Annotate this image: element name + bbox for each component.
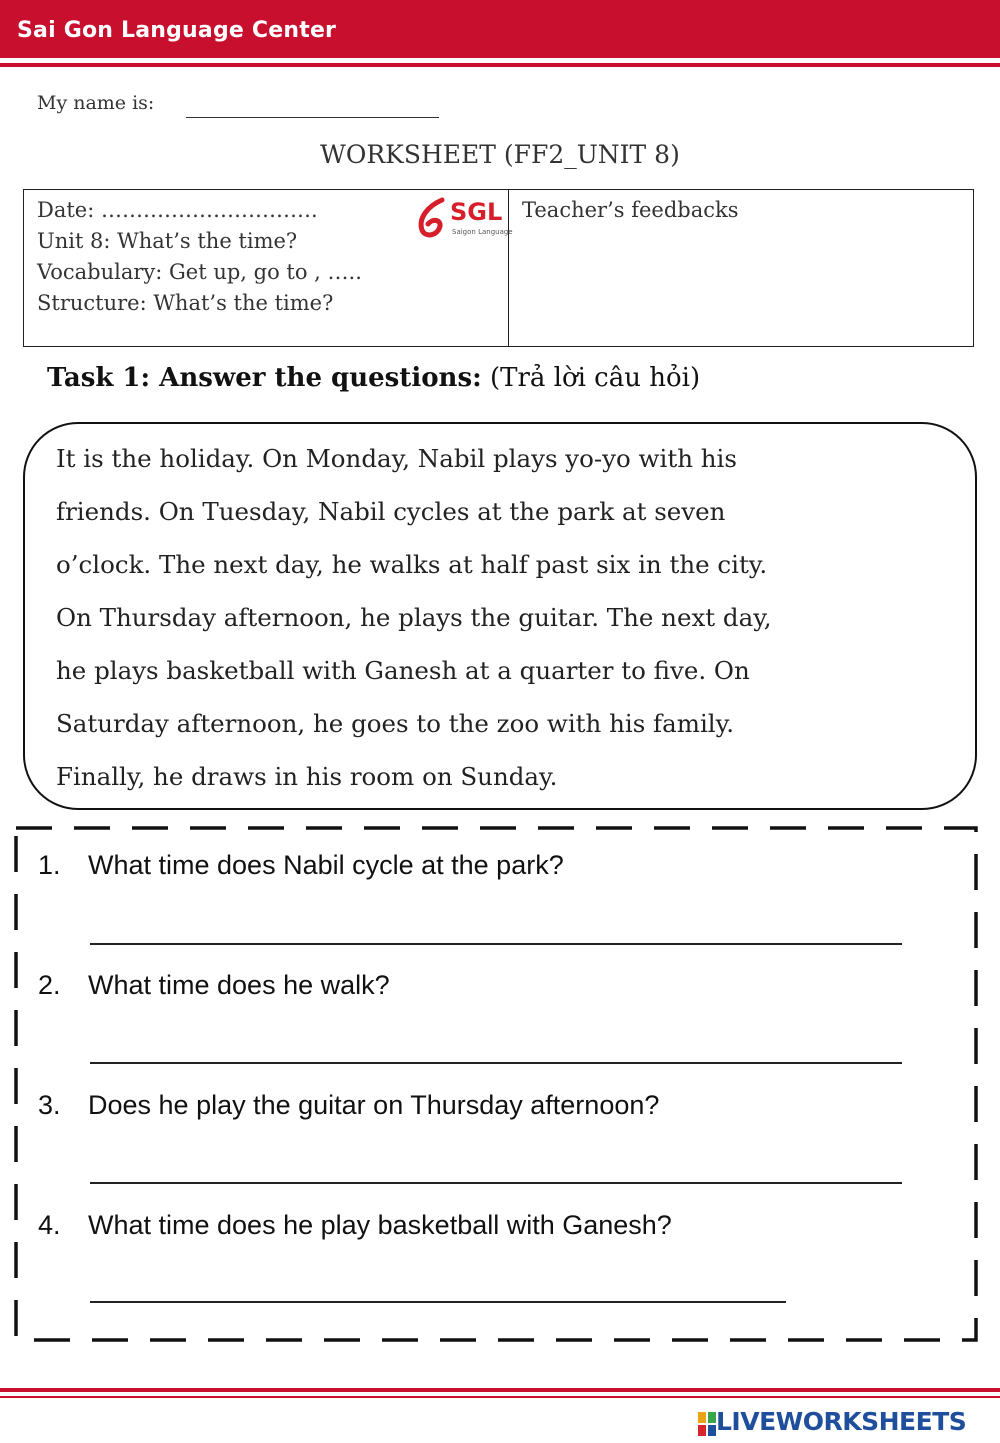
passage-line: o’clock. The next day, he walks at half past six in the city. bbox=[56, 550, 768, 579]
liveworksheets-logo bbox=[698, 1406, 998, 1440]
question-2 bbox=[38, 970, 390, 1001]
answer-line-3[interactable] bbox=[90, 1182, 902, 1184]
unit-line: Unit 8: What’s the time? bbox=[37, 229, 298, 253]
worksheet-title: WORKSHEET (FF2_UNIT 8) bbox=[320, 140, 680, 169]
passage-line: friends. On Tuesday, Nabil cycles at the park at seven bbox=[56, 497, 726, 526]
header-rule bbox=[0, 63, 1000, 67]
question-number: 2. bbox=[38, 970, 61, 1000]
vocabulary-line: Vocabulary: Get up, go to , ….. bbox=[37, 260, 362, 284]
structure-line: Structure: What’s the time? bbox=[37, 291, 334, 315]
answer-line-1[interactable] bbox=[90, 943, 902, 945]
question-text: Does he play the guitar on Thursday afternoon? bbox=[88, 1090, 660, 1120]
answer-line-2[interactable] bbox=[90, 1062, 902, 1064]
date-line: Date: …………………………. bbox=[37, 198, 318, 222]
question-4 bbox=[38, 1210, 672, 1241]
task-title-note: (Trả lời câu hỏi) bbox=[481, 363, 701, 393]
question-number: 1. bbox=[38, 850, 61, 880]
task-title-bold: Task 1: Answer the questions: bbox=[47, 363, 482, 393]
info-left-cell bbox=[24, 190, 513, 346]
question-number: 4. bbox=[38, 1210, 61, 1240]
question-text: What time does Nabil cycle at the park? bbox=[88, 850, 564, 880]
answer-line-4[interactable] bbox=[90, 1301, 786, 1303]
question-text: What time does he play basketball with Ganesh? bbox=[88, 1210, 672, 1240]
question-1 bbox=[38, 850, 564, 881]
logo-subtext: Saigon Language bbox=[452, 228, 513, 236]
sgl-swoosh-icon bbox=[416, 196, 450, 240]
task-title bbox=[47, 363, 700, 393]
passage-line: he plays basketball with Ganesh at a quarter to five. On bbox=[56, 656, 750, 685]
passage-line: Finally, he draws in his room on Sunday. bbox=[56, 762, 558, 791]
passage-line: Saturday afternoon, he goes to the zoo with his family. bbox=[56, 709, 735, 738]
info-table bbox=[23, 189, 974, 347]
question-3 bbox=[38, 1090, 659, 1121]
passage-line: On Thursday afternoon, he plays the guitar. The next day, bbox=[56, 603, 772, 632]
liveworksheets-grid-icon bbox=[698, 1412, 716, 1436]
name-label: My name is: bbox=[37, 92, 155, 114]
footer-rule-thin bbox=[0, 1396, 1000, 1398]
question-text: What time does he walk? bbox=[88, 970, 390, 1000]
sgl-logo bbox=[416, 196, 513, 240]
liveworksheets-text: LIVEWORKSHEETS bbox=[716, 1407, 967, 1436]
name-answer-line[interactable] bbox=[186, 117, 439, 118]
header-bar bbox=[0, 0, 1000, 58]
question-number: 3. bbox=[38, 1090, 61, 1120]
footer-rule bbox=[0, 1388, 1000, 1392]
teacher-feedback-label: Teacher’s feedbacks bbox=[522, 198, 739, 222]
passage-line: It is the holiday. On Monday, Nabil plays yo-yo with his bbox=[56, 444, 737, 473]
logo-text: SGL bbox=[450, 198, 503, 226]
center-name: Sai Gon Language Center bbox=[17, 18, 337, 43]
